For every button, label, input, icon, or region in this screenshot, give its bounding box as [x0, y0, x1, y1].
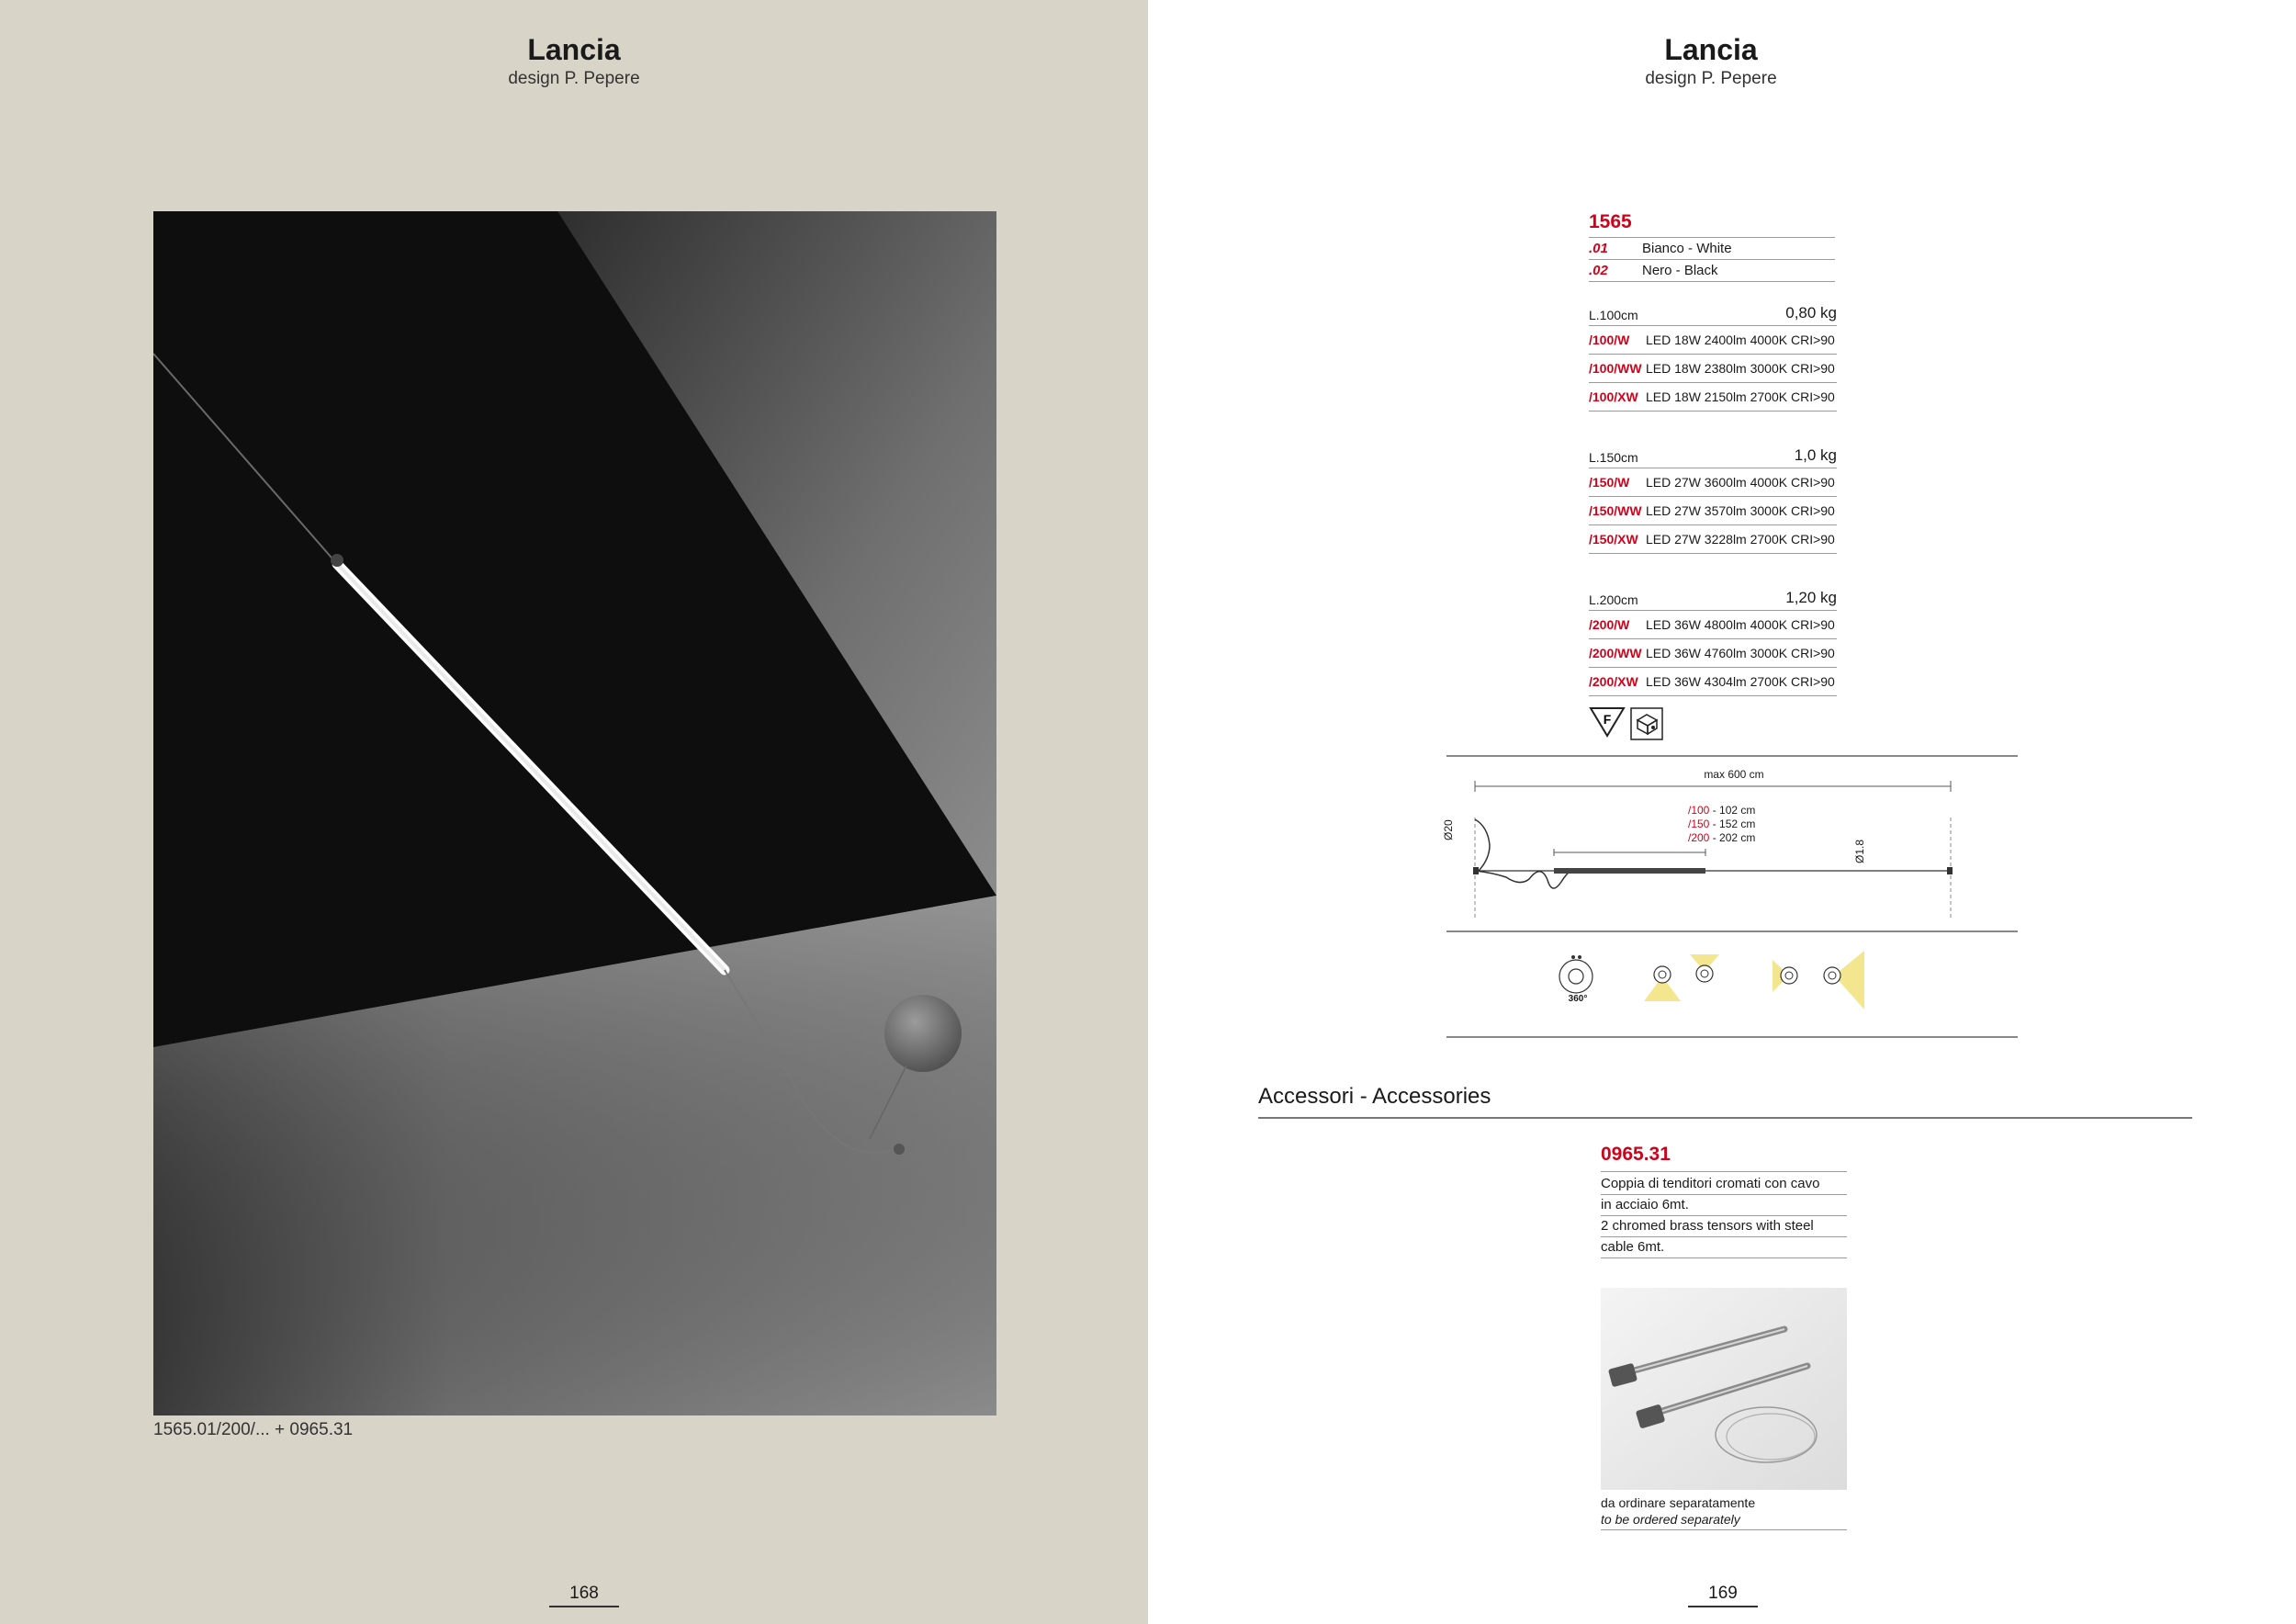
- variant-row: [1589, 238, 1835, 260]
- spec-text: LED 27W 3228lm 2700K CRI>90: [1646, 532, 1835, 547]
- length-code: /200: [1688, 831, 1710, 844]
- right-page-number: 169: [1688, 1584, 1758, 1607]
- length-legend: [1688, 804, 1755, 845]
- technical-drawing: [1469, 762, 1956, 928]
- accessory-code: 0965.31: [1601, 1144, 1847, 1172]
- spec-row: [1589, 355, 1837, 383]
- f-mark-icon: [1589, 705, 1626, 739]
- spec-code: /100/XW: [1589, 389, 1638, 404]
- length-value: - 202 cm: [1709, 831, 1756, 844]
- accessory-line: 2 chromed brass tensors with steel: [1601, 1215, 1847, 1237]
- spec-row: [1589, 611, 1837, 639]
- right-title: Lancia: [1664, 33, 1758, 66]
- f-mark-label: F: [1603, 712, 1612, 727]
- accessory-line: in acciaio 6mt.: [1601, 1194, 1847, 1216]
- length-header: [1589, 299, 1837, 326]
- product-code: 1565: [1589, 211, 1835, 238]
- variant-code: .02: [1589, 263, 1608, 278]
- weight-label: 1,0 kg: [1794, 446, 1837, 464]
- length-code: /150: [1688, 818, 1710, 830]
- rotation-label: 360°: [1568, 994, 1588, 1004]
- spec-row: [1589, 668, 1837, 696]
- diameter-right-label: Ø1.8: [1853, 839, 1866, 863]
- spec-row: [1589, 525, 1837, 554]
- spec-text: LED 27W 3600lm 4000K CRI>90: [1646, 475, 1835, 490]
- left-title: Lancia: [527, 33, 621, 66]
- spec-text: LED 36W 4304lm 2700K CRI>90: [1646, 674, 1835, 689]
- length-header: [1589, 583, 1837, 611]
- length-code: /100: [1688, 804, 1710, 817]
- max-length-label: max 600 cm: [1704, 768, 1764, 781]
- length-value: - 152 cm: [1709, 818, 1756, 830]
- spec-code: /150/W: [1589, 475, 1630, 490]
- spec-text: LED 18W 2400lm 4000K CRI>90: [1646, 333, 1835, 347]
- length-label: L.200cm: [1589, 592, 1638, 607]
- weight-label: 0,80 kg: [1785, 304, 1837, 321]
- left-subtitle: design P. Pepere: [508, 69, 640, 88]
- accessory-line: Coppia di tenditori cromati con cavo: [1601, 1173, 1847, 1195]
- spec-code: /150/WW: [1589, 503, 1642, 518]
- photo-caption: 1565.01/200/... + 0965.31: [153, 1420, 354, 1439]
- diameter-left-label: Ø20: [1442, 819, 1455, 840]
- spec-row: [1589, 326, 1837, 355]
- variant-row: [1589, 260, 1835, 282]
- spec-code: /200/W: [1589, 617, 1630, 632]
- drawing-mid-rule: [1446, 930, 2018, 932]
- length-value: - 102 cm: [1709, 804, 1756, 817]
- product-photo: [153, 211, 996, 1415]
- spec-row: [1589, 383, 1837, 412]
- light-emission-icons: [1552, 951, 1883, 1033]
- accessory-line: cable 6mt.: [1601, 1236, 1847, 1258]
- drawing-bottom-rule: [1446, 1036, 2018, 1038]
- spec-text: LED 36W 4760lm 3000K CRI>90: [1646, 646, 1835, 660]
- weight-label: 1,20 kg: [1785, 589, 1837, 606]
- order-note: [1601, 1494, 1847, 1530]
- variant-code: .01: [1589, 241, 1608, 256]
- spec-text: LED 18W 2380lm 3000K CRI>90: [1646, 361, 1835, 376]
- drawing-top-rule: [1446, 755, 2018, 757]
- spec-row: [1589, 497, 1837, 525]
- product-photo-image: [153, 211, 996, 1415]
- spec-code: /100/W: [1589, 333, 1630, 347]
- order-note-en: to be ordered separately: [1601, 1512, 1740, 1527]
- left-page-number: 168: [549, 1584, 619, 1607]
- spec-row: [1589, 639, 1837, 668]
- variant-label: Bianco - White: [1642, 241, 1732, 256]
- spec-code: /150/XW: [1589, 532, 1638, 547]
- variant-label: Nero - Black: [1642, 263, 1718, 278]
- spec-row: [1589, 468, 1837, 497]
- length-label: L.150cm: [1589, 450, 1638, 465]
- spec-code: /100/WW: [1589, 361, 1642, 376]
- right-subtitle: design P. Pepere: [1645, 69, 1777, 88]
- length-label: L.100cm: [1589, 308, 1638, 322]
- spec-code: /200/XW: [1589, 674, 1638, 689]
- order-note-it: da ordinare separatamente: [1601, 1495, 1756, 1510]
- accessories-heading: Accessori - Accessories: [1258, 1084, 2192, 1119]
- accessory-photo: [1601, 1288, 1847, 1490]
- surface-mount-icon: [1630, 707, 1663, 740]
- spec-text: LED 36W 4800lm 4000K CRI>90: [1646, 617, 1835, 632]
- spec-text: LED 27W 3570lm 3000K CRI>90: [1646, 503, 1835, 518]
- length-header: [1589, 441, 1837, 468]
- spec-code: /200/WW: [1589, 646, 1642, 660]
- spec-text: LED 18W 2150lm 2700K CRI>90: [1646, 389, 1835, 404]
